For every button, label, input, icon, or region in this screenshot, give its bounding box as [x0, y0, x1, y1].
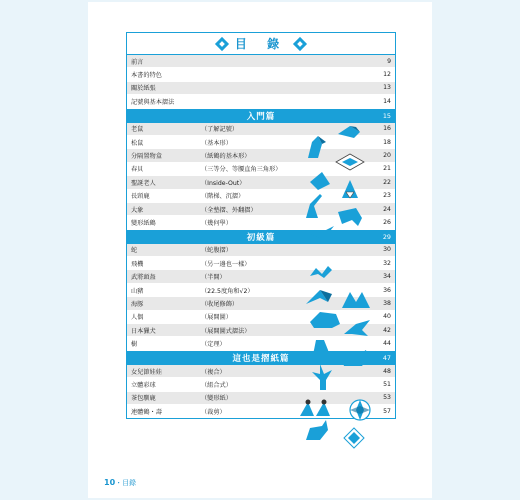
toc-entry-page: 53: [383, 394, 391, 402]
toc-entry-page: 38: [383, 299, 391, 307]
toc-entry-title: 武將頭盔: [131, 274, 156, 282]
toc-entry-title: 分隔置物盒: [131, 153, 162, 161]
toc-entry-note: （變形紙）: [201, 395, 232, 403]
section-page: 15: [382, 111, 391, 120]
toc-entry-page: 14: [383, 97, 391, 105]
toc-entry-title: 人偶: [131, 314, 144, 322]
toc-entry-page: 13: [383, 84, 391, 92]
section-title: 入門篇: [246, 111, 276, 122]
toc-entry-page: 23: [383, 192, 391, 200]
toc-entry-note: （紙鶴的基本形）: [201, 153, 251, 161]
toc-row: [127, 68, 395, 81]
toc-row: [127, 297, 395, 310]
toc-header: [127, 33, 395, 55]
toc-entry-page: 21: [383, 165, 391, 173]
diamond-ornament-icon: [293, 36, 307, 50]
diamond-ornament-icon: [215, 36, 229, 50]
toc-entry-title: 山豬: [131, 287, 144, 295]
toc-section-header: [127, 351, 395, 365]
toc-entry-page: 30: [383, 246, 391, 254]
toc-entry-note: （Inside-Out）: [201, 179, 246, 187]
book-page: [88, 2, 432, 498]
toc-row: [127, 216, 395, 229]
toc-entry-page: 40: [383, 313, 391, 321]
section-title: 這也是摺紙篇: [232, 353, 290, 364]
toc-entry-page: 24: [383, 205, 391, 213]
toc-entry-title: 本書的特色: [131, 72, 162, 80]
toc-entry-page: 16: [383, 125, 391, 133]
section-title: 初級篇: [246, 232, 276, 243]
toc-row: [127, 149, 395, 162]
toc-row: [127, 311, 395, 324]
toc-entry-page: 44: [383, 340, 391, 348]
toc-row: [127, 95, 395, 108]
toc-entry-title: 變形紙鶴: [131, 219, 156, 227]
origami-connected-cranes-icon: [344, 428, 364, 448]
toc-title: 目 錄: [234, 37, 288, 51]
toc-entry-title: 海豚: [131, 300, 144, 308]
table-of-contents: [126, 32, 396, 419]
toc-body: [127, 55, 395, 418]
toc-entry-note: （組合式）: [201, 381, 232, 389]
toc-entry-title: 蛇: [131, 247, 138, 255]
toc-entry-note: （三等分、等腰直角三角形）: [201, 166, 282, 174]
toc-entry-note: （展開圖）: [201, 314, 232, 322]
toc-row: [127, 123, 395, 136]
toc-entry-title: 立體彩球: [131, 381, 156, 389]
toc-entry-title: 關於紙張: [131, 85, 156, 93]
toc-entry-note: （裁剪）: [201, 408, 226, 416]
toc-entry-title: 記號與基本摺法: [131, 98, 175, 106]
toc-entry-title: 前言: [131, 58, 144, 66]
toc-entry-title: 連體鶴・壽: [131, 408, 162, 416]
toc-row: [127, 136, 395, 149]
toc-row: [127, 337, 395, 350]
toc-entry-page: 34: [383, 273, 391, 281]
toc-entry-note: （階梯、沉摺）: [201, 193, 245, 201]
toc-entry-page: 20: [383, 152, 391, 160]
toc-entry-page: 12: [383, 71, 391, 79]
toc-entry-title: 春貝: [131, 166, 144, 174]
toc-entry-page: 26: [383, 218, 391, 226]
toc-entry-page: 32: [383, 259, 391, 267]
toc-row: [127, 55, 395, 68]
toc-row: [127, 257, 395, 270]
toc-entry-page: 18: [383, 138, 391, 146]
toc-entry-title: 茶包馴鹿: [131, 395, 156, 403]
toc-entry-page: 48: [383, 367, 391, 375]
toc-entry-note: （半開）: [201, 274, 226, 282]
toc-row: [127, 284, 395, 297]
page-number: 10: [104, 478, 116, 487]
toc-entry-title: 女兒節娃娃: [131, 368, 162, 376]
toc-entry-page: 36: [383, 286, 391, 294]
toc-entry-note: （幾何學）: [201, 219, 232, 227]
toc-entry-page: 51: [383, 380, 391, 388]
toc-row: [127, 365, 395, 378]
page-footer: 10・目錄: [104, 478, 137, 487]
toc-entry-title: 樹: [131, 341, 138, 349]
origami-reindeer-icon: [306, 420, 328, 440]
toc-entry-note: （了解記號）: [201, 126, 239, 134]
toc-entry-note: （蛇腹摺）: [201, 247, 232, 255]
toc-entry-note: （定理）: [201, 341, 226, 349]
toc-row: [127, 244, 395, 257]
section-page: 47: [382, 353, 391, 362]
toc-row: [127, 324, 395, 337]
toc-entry-page: 42: [383, 326, 391, 334]
toc-entry-note: （22.5度角和√2）: [201, 287, 254, 295]
toc-row: [127, 203, 395, 216]
toc-entry-page: 9: [387, 57, 391, 65]
toc-entry-note: （收尾修飾）: [201, 300, 239, 308]
toc-section-header: [127, 230, 395, 244]
toc-row: [127, 378, 395, 391]
toc-entry-title: 大象: [131, 206, 144, 214]
toc-entry-note: （基本形）: [201, 139, 232, 147]
toc-row: [127, 163, 395, 176]
toc-entry-page: 22: [383, 178, 391, 186]
toc-row: [127, 270, 395, 283]
toc-entry-note: （另一邊也一樣）: [201, 260, 251, 268]
toc-entry-title: 聖誕老人: [131, 179, 156, 187]
toc-entry-title: 松鼠: [131, 139, 144, 147]
toc-row: [127, 176, 395, 189]
toc-row: [127, 405, 395, 418]
toc-row: [127, 82, 395, 95]
toc-entry-title: 長頸鹿: [131, 193, 150, 201]
toc-entry-page: 57: [383, 407, 391, 415]
toc-row: [127, 392, 395, 405]
toc-row: [127, 190, 395, 203]
footer-label: 目錄: [122, 479, 137, 487]
toc-entry-note: （展開圖式摺法）: [201, 327, 251, 335]
toc-entry-title: 日本獵犬: [131, 327, 156, 335]
toc-entry-title: 飛機: [131, 260, 144, 268]
toc-section-header: [127, 109, 395, 123]
toc-entry-note: （複合）: [201, 368, 226, 376]
section-page: 29: [382, 232, 391, 241]
toc-entry-note: （全墊摺、外翻摺）: [201, 206, 257, 214]
toc-entry-title: 老鼠: [131, 126, 144, 134]
